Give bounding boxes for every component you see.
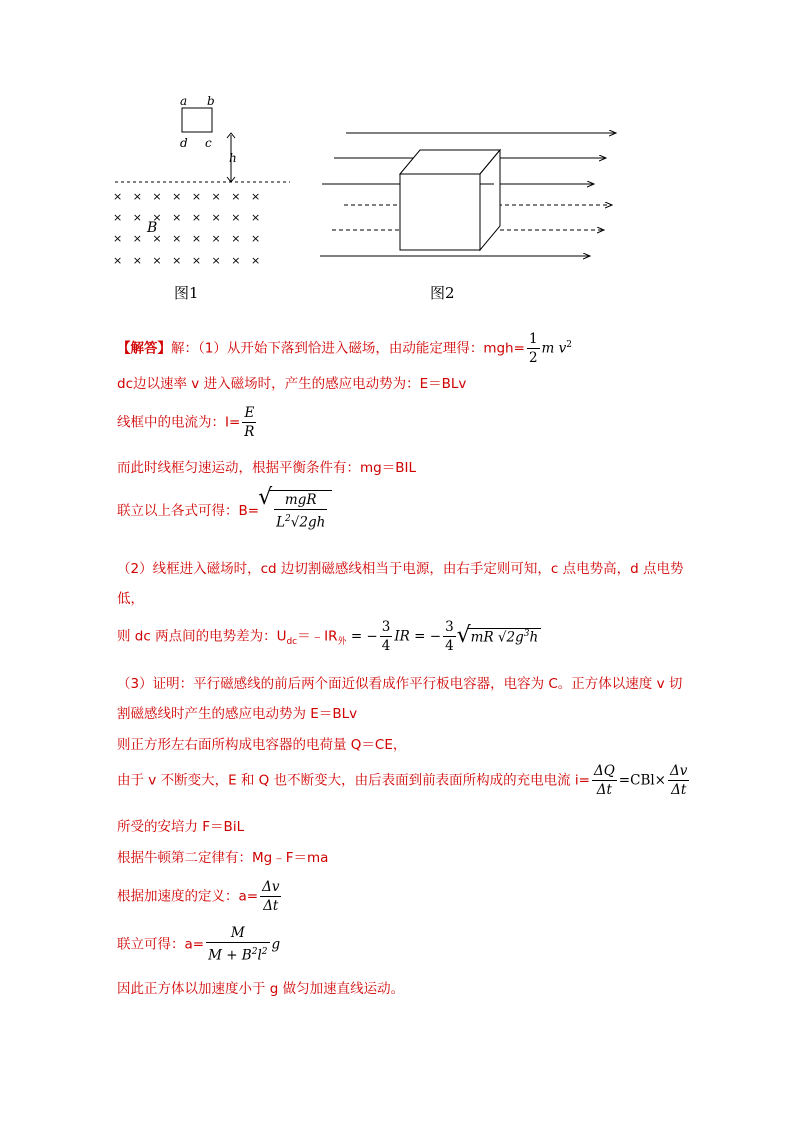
line-10-text: 由于 v 不断变大，E 和 Q 也不断变大，由后表面到前表面所构成的充电电流 i=	[117, 772, 590, 789]
corner-d: d	[180, 136, 188, 150]
solution-line-7: 则 dc 两点间的电势差为：$U_{dc}=﹣IR_外$ = − $\frac{3}{4}$ IR = − $\frac{3}{4}$ √ mR $√2g^3h$	[117, 618, 541, 655]
svg-text:× × × × × × × ×: × × × × × × × ×	[113, 190, 261, 203]
sub-dc: dc	[286, 637, 298, 648]
figure-1	[105, 90, 305, 280]
figure-2	[318, 118, 628, 278]
line-7-text-b: ＝﹣IR	[297, 628, 338, 645]
solution-line-1: 【解答】解：（1）从开始下落到恰进入磁场，由动能定理得：mgh= $\frac{1}{2}$ m $v^2$	[117, 331, 572, 366]
line-10-text-b: =CBl×	[618, 772, 666, 789]
solution-line-8a: （3）证明：平行磁感线的前后两个面近似看成作平行板电容器，电容为 C。正方体以速度 v 切	[117, 676, 683, 692]
sqrt-B: √ $\frac{\text{mgR}}{L^2√2gh}$	[269, 490, 332, 532]
answer-heading: 【解答】	[117, 340, 171, 357]
solution-line-13: 根据加速度的定义：a= $\frac{\Delta v}{\Delta t}$	[117, 879, 280, 914]
label-B: B	[147, 220, 158, 236]
solution-line-2: dc边以速率 v 进入磁场时，产生的感应电动势为：E＝BLv	[117, 376, 467, 392]
line-1-text: 解：（1）从开始下落到恰进入磁场，由动能定理得：mgh=	[171, 340, 525, 357]
solution-line-15: 因此正方体以加速度小于 g 做匀加速直线运动。	[117, 981, 405, 997]
corner-a: a	[180, 94, 188, 108]
svg-text:× × × × × × × ×: × × × × × × × ×	[113, 232, 261, 245]
line-7-text: 则 dc 两点间的电势差为：U	[117, 628, 287, 645]
line-5-text: 联立以上各式可得：B=	[117, 502, 260, 519]
corner-b: b	[207, 94, 215, 108]
solution-line-3	[117, 404, 258, 441]
svg-text:× × × × × × × ×: × × × × × × × ×	[113, 254, 261, 267]
line-14-text: 联立可得：a=	[117, 936, 205, 953]
solution-line-4: 而此时线框匀速运动，根据平衡条件有：mg＝BIL	[117, 460, 416, 476]
figure-1-caption: 图1	[174, 284, 199, 302]
solution-line-6a: （2）线框进入磁场时，cd 边切割磁感线相当于电源，由右手定则可知，c 点电势高，d 点电势	[117, 561, 684, 577]
svg-text:× × × × × × × ×: × × × × × × × ×	[113, 211, 261, 224]
solution-line-9: 则正方形左右面所构成电容器的电荷量 Q＝CE，	[117, 737, 407, 753]
corner-c: c	[205, 136, 212, 150]
line-13-text: 根据加速度的定义：a=	[117, 888, 259, 905]
fraction-E-over-R: $\frac{E}{R}$	[244, 405, 255, 440]
cube	[400, 150, 500, 250]
fraction-half: $\frac{1}{2}$	[528, 331, 538, 366]
label-h: h	[229, 151, 237, 165]
sub-wai: 外	[337, 637, 347, 648]
solution-line-6b: 低，	[117, 591, 144, 607]
solution-line-10: 由于 v 不断变大，E 和 Q 也不断变大，由后表面到前表面所构成的充电电流 i= $\frac{\Delta Q}{\Delta t}$ =CBl× $\frac{\Delta v}{\Delta t}$	[117, 763, 688, 798]
solution-line-8b: 割磁感线时产生的感应电动势为 E＝BLv	[117, 706, 358, 722]
figure-2-caption: 图2	[430, 284, 455, 302]
solution-line-12: 根据牛顿第二定律有：Mg﹣F＝ma	[117, 850, 329, 866]
solution-line-14: 联立可得：a= $\frac{M}{M + B^2l^2}$ g	[117, 925, 281, 964]
solution-line-11: 所受的安培力 F＝BiL	[117, 819, 245, 835]
wire-frame	[182, 108, 212, 132]
solution-line-5	[117, 490, 332, 532]
field-crosses	[113, 190, 260, 267]
line-3-text: 线框中的电流为：I=	[117, 414, 241, 431]
